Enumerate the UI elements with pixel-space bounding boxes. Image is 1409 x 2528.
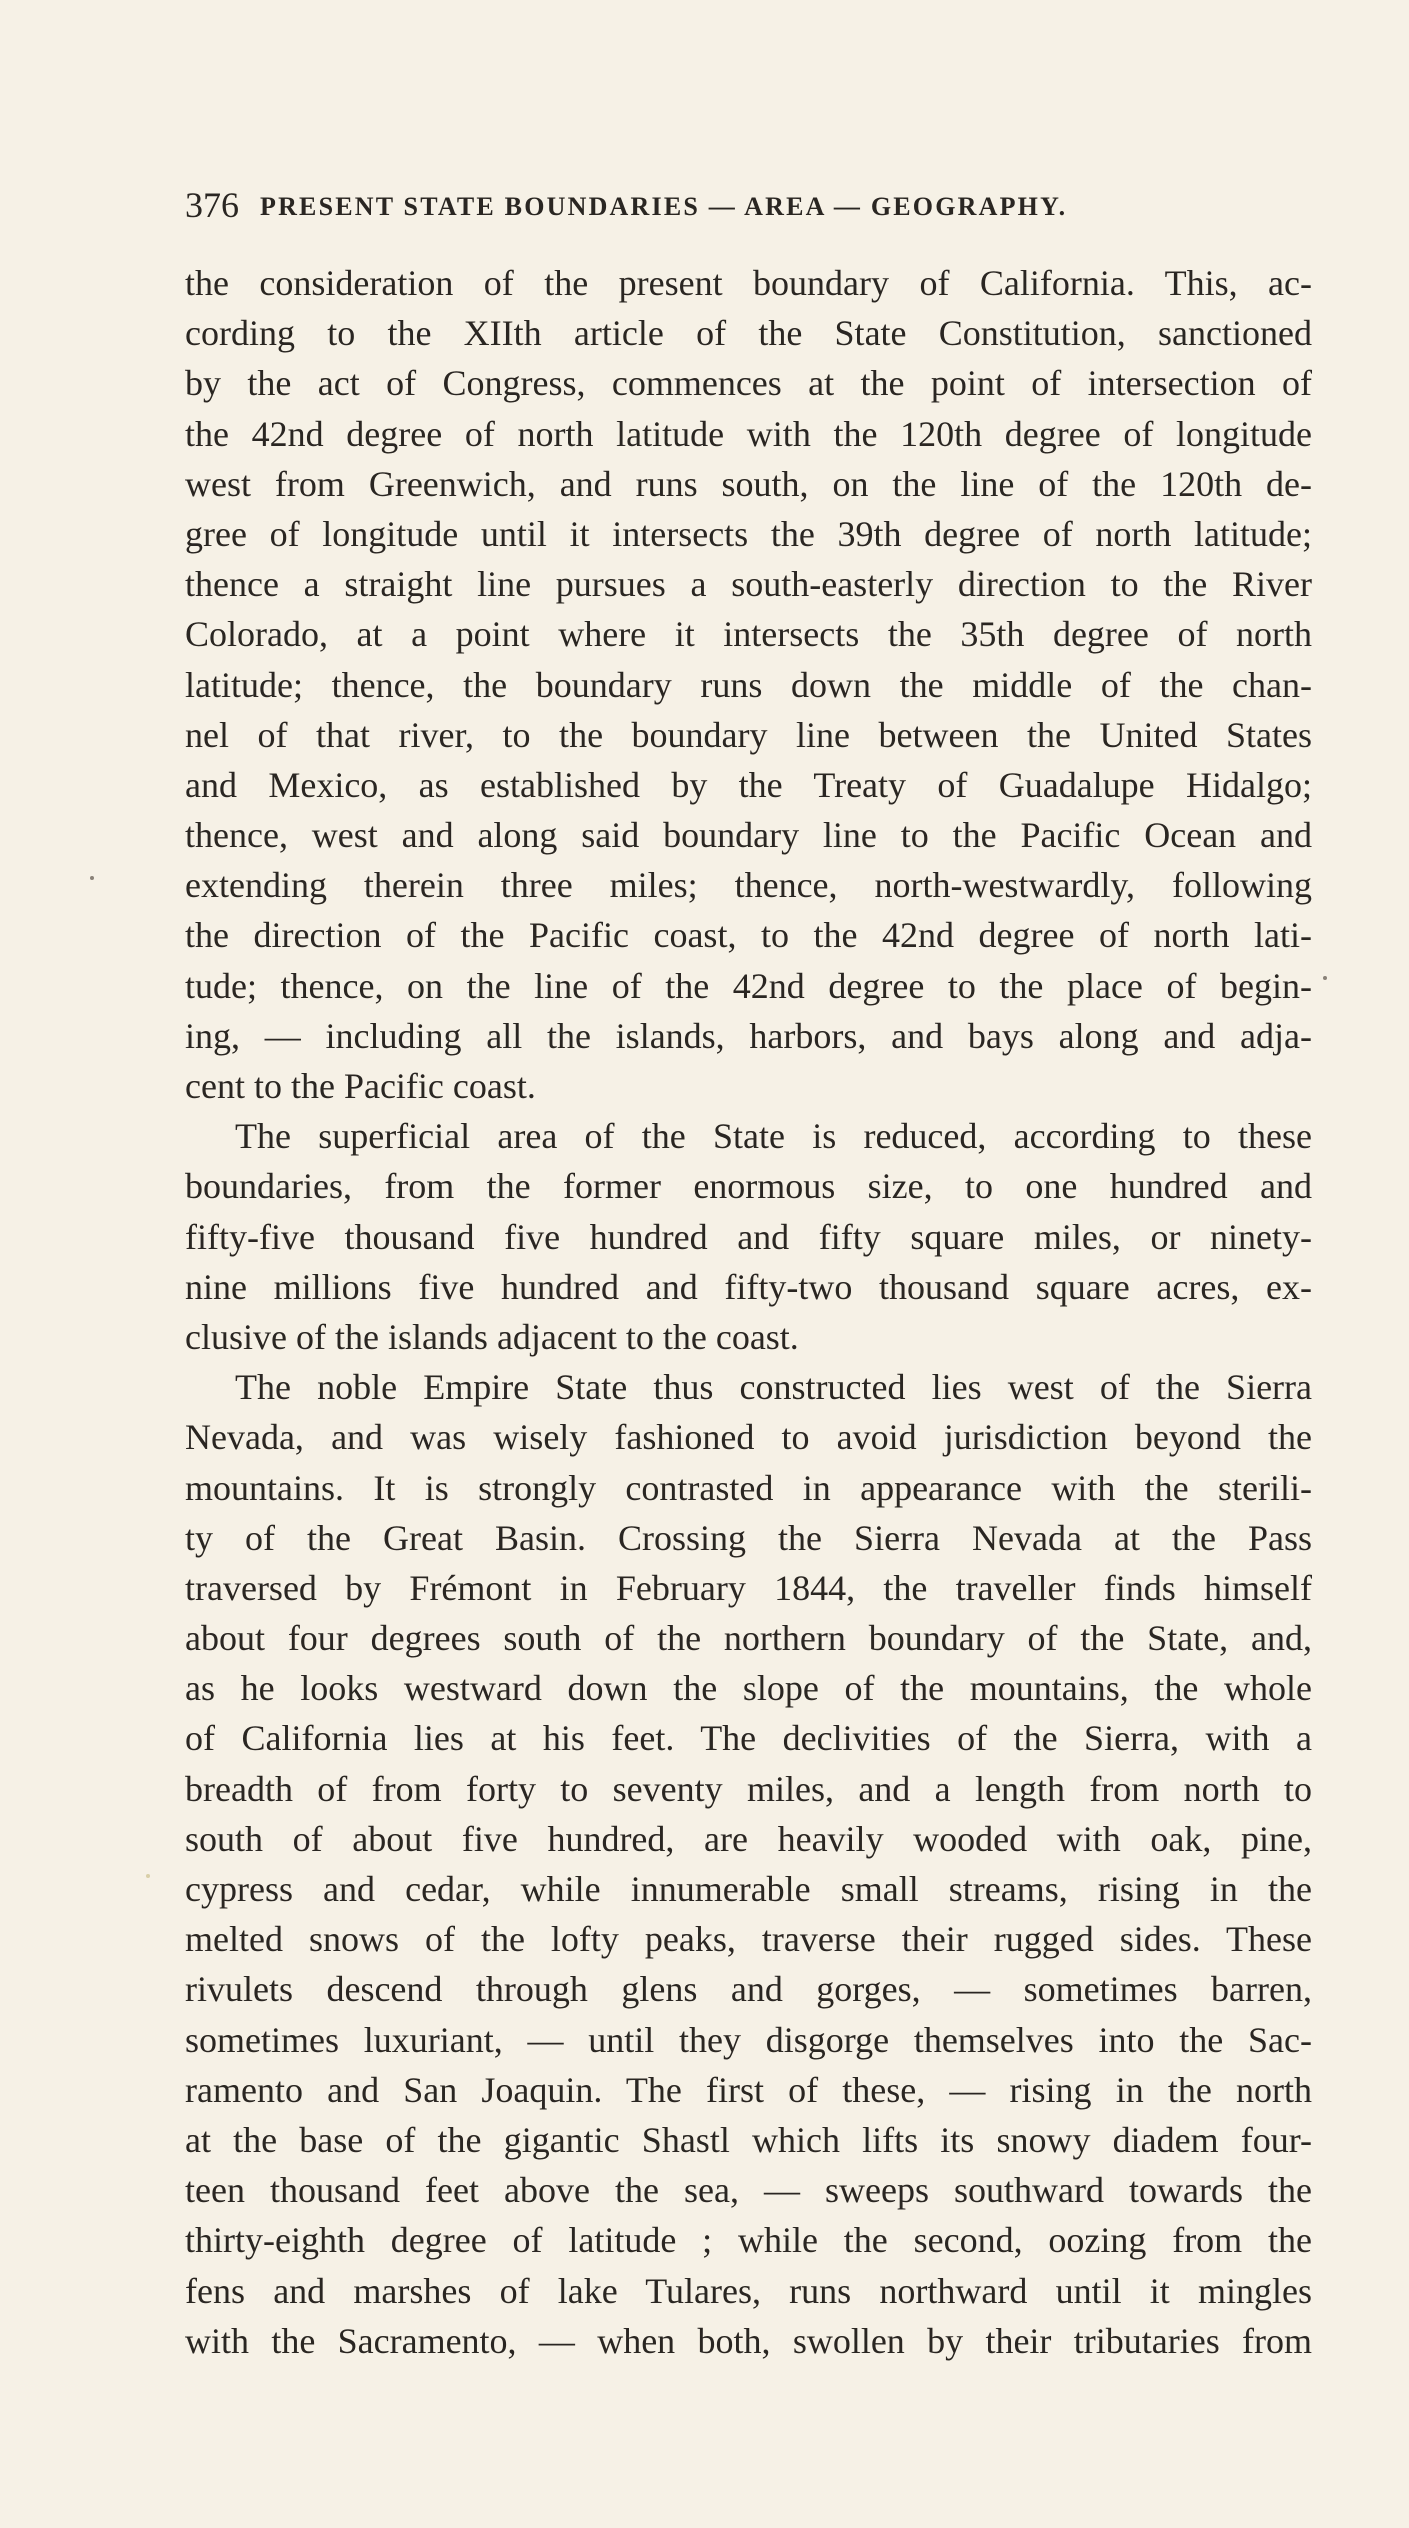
page-number: 376 [185,185,239,225]
text-line: sometimes luxuriant, — until they disgorge themselves into the Sac- [185,2019,1312,2060]
page-header [185,180,1225,230]
text-line: Colorado, at a point where it intersects the 35th degree of north [185,614,1312,655]
text-line: clusive of the islands adjacent to the coast. [185,1316,799,1357]
text-line: thirty-eighth degree of latitude ; while the second, oozing from the [185,2220,1312,2261]
text-line: Nevada, and was wisely fashioned to avoid jurisdiction beyond the [185,1417,1312,1458]
body-text [185,258,1312,2366]
text-line: extending therein three miles; thence, north-westwardly, following [185,865,1312,906]
text-line: cypress and cedar, while innumerable small streams, rising in the [185,1869,1312,1909]
text-line: thence, west and along said boundary line to the Pacific Ocean and [185,815,1312,856]
running-head: PRESENT STATE BOUNDARIES — AREA — GEOGRAPHY. [260,192,1068,221]
text-line: mountains. It is strongly contrasted in appearance with the sterili- [185,1467,1312,1508]
paragraph-geography [185,1362,1312,2366]
text-line: the direction of the Pacific coast, to the 42nd degree of north lati- [185,915,1312,956]
text-line: and Mexico, as established by the Treaty of Guadalupe Hidalgo; [185,764,1312,805]
paragraph-area [185,1111,1312,1362]
paragraph-boundary [185,258,1312,1111]
text-line: melted snows of the lofty peaks, traverse their rugged sides. These [185,1919,1312,1960]
text-line: ty of the Great Basin. Crossing the Sierra Nevada at the Pass [185,1517,1312,1558]
text-line: traversed by Frémont in February 1844, the traveller finds himself [185,1567,1312,1608]
text-line: latitude; thence, the boundary runs down the middle of the chan- [185,664,1312,705]
text-line: the consideration of the present boundary of California. This, ac- [185,263,1312,303]
text-line: nine millions five hundred and fifty-two thousand square acres, ex- [185,1266,1312,1307]
margin-speck [90,876,94,880]
text-line: as he looks westward down the slope of the mountains, the whole [185,1668,1312,1709]
text-line: the 42nd degree of north latitude with the 120th degree of longitude [185,413,1312,454]
text-line: tude; thence, on the line of the 42nd degree to the place of begin- [185,965,1312,1006]
text-line: fifty-five thousand five hundred and fifty square miles, or ninety- [185,1216,1312,1257]
text-line: ramento and San Joaquin. The first of these, — rising in the north [185,2069,1312,2110]
text-line: with the Sacramento, — when both, swollen by their tributaries from [185,2320,1312,2361]
text-line: teen thousand feet above the sea, — sweeps southward towards the [185,2170,1312,2211]
text-line: breadth of from forty to seventy miles, and a length from north to [185,1768,1312,1809]
text-line: of California lies at his feet. The declivities of the Sierra, with a [185,1718,1312,1759]
margin-speck [146,1874,150,1878]
text-line: gree of longitude until it intersects the 39th degree of north latitude; [185,513,1312,554]
text-line: boundaries, from the former enormous size, to one hundred and [185,1166,1312,1207]
text-line: by the act of Congress, commences at the point of intersection of [185,363,1312,404]
text-line: about four degrees south of the northern boundary of the State, and, [185,1618,1312,1659]
text-line: thence a straight line pursues a south-easterly direction to the River [185,564,1312,605]
text-line: ing, — including all the islands, harbors, and bays along and adja- [185,1015,1312,1056]
margin-speck [1323,976,1327,980]
text-line: rivulets descend through glens and gorges, — sometimes barren, [185,1969,1312,2010]
text-line: at the base of the gigantic Shastl which lifts its snowy diadem four- [185,2119,1312,2160]
text-line: cording to the XIIth article of the State Constitution, sanctioned [185,313,1312,354]
text-line: The superficial area of the State is reduced, according to these [235,1116,1312,1157]
text-line: west from Greenwich, and runs south, on the line of the 120th de- [185,463,1312,504]
text-line: The noble Empire State thus constructed lies west of the Sierra [235,1367,1312,1408]
text-line: nel of that river, to the boundary line between the United States [185,714,1312,755]
text-line: cent to the Pacific coast. [185,1066,536,1106]
text-line: fens and marshes of lake Tulares, runs northward until it mingles [185,2270,1312,2311]
text-line: south of about five hundred, are heavily wooded with oak, pine, [185,1818,1312,1859]
